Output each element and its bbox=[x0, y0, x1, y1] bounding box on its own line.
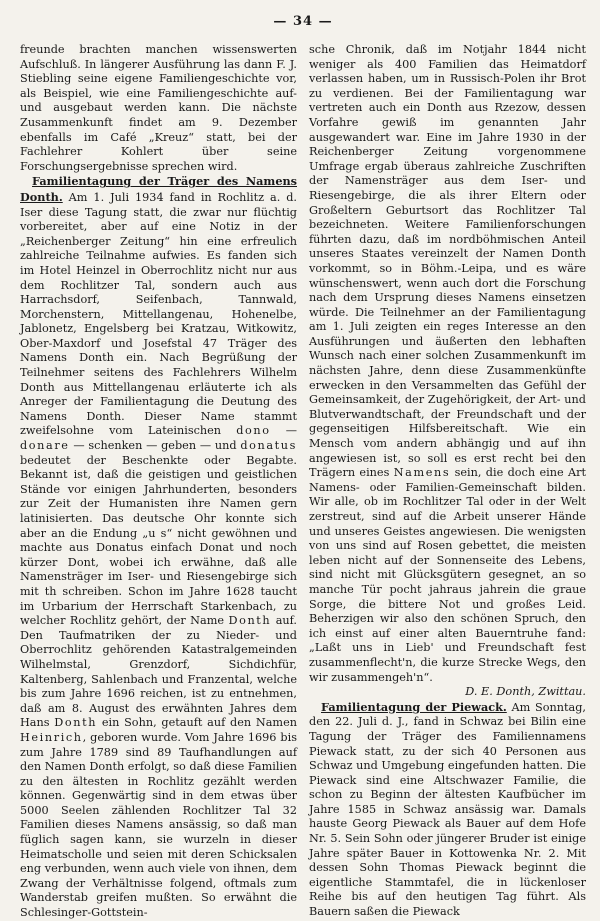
heading-piewack-tagung: Familientagung der Piewack. bbox=[321, 699, 507, 714]
word-namens: Namens bbox=[393, 466, 451, 480]
text-columns bbox=[20, 43, 586, 921]
latin-word-donare: donare bbox=[20, 439, 70, 453]
left-column bbox=[20, 43, 297, 921]
name-heinrich: Heinrich bbox=[20, 730, 83, 744]
latin-word-dono: dono bbox=[236, 424, 271, 438]
paragraph-meeting-report: freunde brachten manchen wissenswerten Aufschluß. In längerer Ausführung las dann F. J. Stiebling seine eigene Familiengeschichte vor, als Beispiel, wie eine Familiengeschichte auf- und ausgebaut werden kann. Die nächste Zusammenkunft findet am 9. Dezember ebenfalls im Café „Kreuz“ statt, bei der Fachlehrer Kohlert über seine Forschungsergebnisse sprechen wird. bbox=[20, 43, 297, 173]
heading-donth-tagung: Familientagung der Träger des Namens Donth. bbox=[20, 174, 297, 204]
paragraph-piewack-tagung: Familientagung der Piewack. Am Sonntag, den 22. Juli d. J., fand in Schwaz bei Bilin eine Tagung der Träger des Familiennamens Piewack statt, zu der sich 40 Personen aus Schwaz und Umgebung eingefunden hatten. Die Piewack sind eine Altschwazer Familie, die schon zu Beginn der ältesten Kaufbücher im Jahre 1585 in Schwaz ansässig war. Damals hauste Georg Piewack als Bauer auf dem Hofe Nr. 5. Sein Sohn oder jüngerer Bruder ist einige Jahre später Bauer in Kottowenka Nr. 2. Mit dessen Sohn Thomas Piewack beginnt die eigentliche Stammtafel, die in lückenloser Reihe bis auf den heutigen Tag führt. Als Bauern saßen die Piewack bbox=[309, 699, 586, 919]
paragraph-donth-tagung: Familientagung der Träger des Namens Donth. Am 1. Juli 1934 fand in Rochlitz a. d. Iser diese Tagung statt, die zwar nur flüchtig vorbereitet, aber auf eine Notiz in der „Reichenberger Zeitung“ hin eine erfreulich zahlreiche Teilnahme aufwies. Es fanden sich im Hotel Heinzel in Oberrochlitz nicht nur aus dem Rochlitzer Tal, sondern auch aus Harrachsdorf, Seifenbach, Tannwald, Morchenstern, Mittellangenau, Hohenelbe, Jablonetz, Engelsberg bei Kratzau, Witkowitz, Ober-Maxdorf und Josefstal 47 Träger des Namens Donth ein. Nach Begrüßung der Teilnehmer seitens des Fachlehrers Wilhelm Donth aus Mittellangenau erläuterte ich als Anreger der Familientagung die Deutung des Namens Donth. Dieser Name stammt zweifelsohne vom Lateinischen dono — donare — schenken — geben — und donatus bedeutet der Beschenkte oder Begabte. Bekannt ist, daß die geistigen und geistlichen Stände vor einigen Jahrhunderten, besonders zur Zeit der Humanisten ihre Namen gern latinisierten. Das deutsche Ohr konnte sich aber an die Endung „u s“ nicht gewöhnen und machte aus Donatus einfach Donat und noch kürzer Dont, wobei ich erwähne, daß alle Namensträger im Iser- und Riesengebirge sich mit th schreiben. Schon im Jahre 1628 taucht im Urbarium der Herrschaft Starkenbach, zu welcher Rochlitz gehört, der Name Donth auf. Den Taufmatriken der zu Nieder- und Oberrochlitz gehörenden Katastralgemeinden Wilhelmstal, Grenzdorf, Sichdichfür, Kaltenberg, Sahlenbach und Franzental, welche bis zum Jahre 1696 reichen, ist zu entnehmen, daß am 8. August des erwähnten Jahres dem Hans Donth ein Sohn, getauft auf den Namen Heinrich, geboren wurde. Vom Jahre 1696 bis zum Jahre 1789 sind 89 Taufhandlungen auf den Namen Donth erfolgt, so daß diese Familien zu den ältesten in Rochlitz gezählt werden können. Gegenwärtig sind in dem etwas über 5000 Seelen zählenden Rochlitzer Tal 32 Familien dieses Namens ansässig, so daß man füglich sagen kann, sie wurzeln in dieser Heimatscholle und seien mit deren Schicksalen eng verbunden, wenn auch viele von ihnen, dem Zwang der Verhältnisse folgend, oftmals zum Wanderstab greifen mußten. So erwähnt die Schlesinger-Gottstein- bbox=[20, 174, 297, 920]
name-donth: Donth bbox=[54, 716, 98, 730]
author-signature: D. E. Donth, Zwittau. bbox=[465, 685, 586, 699]
page-number: — 34 — bbox=[273, 14, 333, 29]
latin-word-donatus: donatus bbox=[240, 439, 297, 453]
paragraph-donth-continued: sche Chronik, daß im Notjahr 1844 nicht weniger als 400 Familien das Heimatdorf verlassen haben, um in Russisch-Polen ihr Brot zu verdienen. Bei der Familientagung war vertreten auch ein Donth aus Rzezow, dessen Vorfahre gewiß im genannten Jahr ausgewandert war. Eine im Jahre 1930 in der Reichenberger Zeitung vorgenommene Umfrage ergab überaus zahlreiche Zuschriften der Namensträger aus dem Iser- und Riesengebirge, die als ihrer Eltern oder Großeltern Geburtsort das Rochlitzer Tal bezeichneten. Weitere Familienforschungen führten dazu, daß im nordböhmischen Anteil unseres Staates vereinzelt der Namen Donth vorkommt, so in Böhm.-Leipa, und es wäre wünschenswert, wenn auch dort die Forschung nach dem Ursprung dieses Namens einsetzen würde. Die Teilnehmer an der Familientagung am 1. Juli zeigten ein reges Interesse an den Ausführungen und äußerten den lebhaften Wunsch nach einer solchen Zusammenkunft im nächsten Jahre, denn diese Zusammenkünfte erwecken in den Versammelten das Gefühl der Gemeinsamkeit, der Zugehörigkeit, der Art- und Blutverwandtschaft, der Freundschaft und der gegenseitigen Hilfsbereitschaft. Wie ein Mensch vom andern abhängig und auf ihn angewiesen ist, so soll es erst recht bei den Trägern eines Namens sein, die doch eine Art Namens- oder Familien-Gemeinschaft bilden. Wir alle, ob im Rochlitzer Tal oder in der Welt zerstreut, sind auf die Arbeit unserer Hände und unseres Geistes angewiesen. Die wenigsten von uns sind auf Rosen gebettet, die meisten leben nicht auf der Sonnenseite des Lebens, sind nicht mit Glücksgütern gesegnet, an so manche Tür pocht jahraus jahrein die graue Sorge, die bittere Not und großes Leid. Beherzigen wir also den schönen Spruch, den ich einst auf einer alten Bauerntruhe fand: „Laßt uns in Lieb' und Freundschaft fest zusammenflecht'n, die kurze Strecke Wegs, den wir zusammengeh'n“. bbox=[309, 43, 586, 684]
name-donth: Donth bbox=[228, 614, 272, 628]
right-column bbox=[309, 43, 586, 921]
